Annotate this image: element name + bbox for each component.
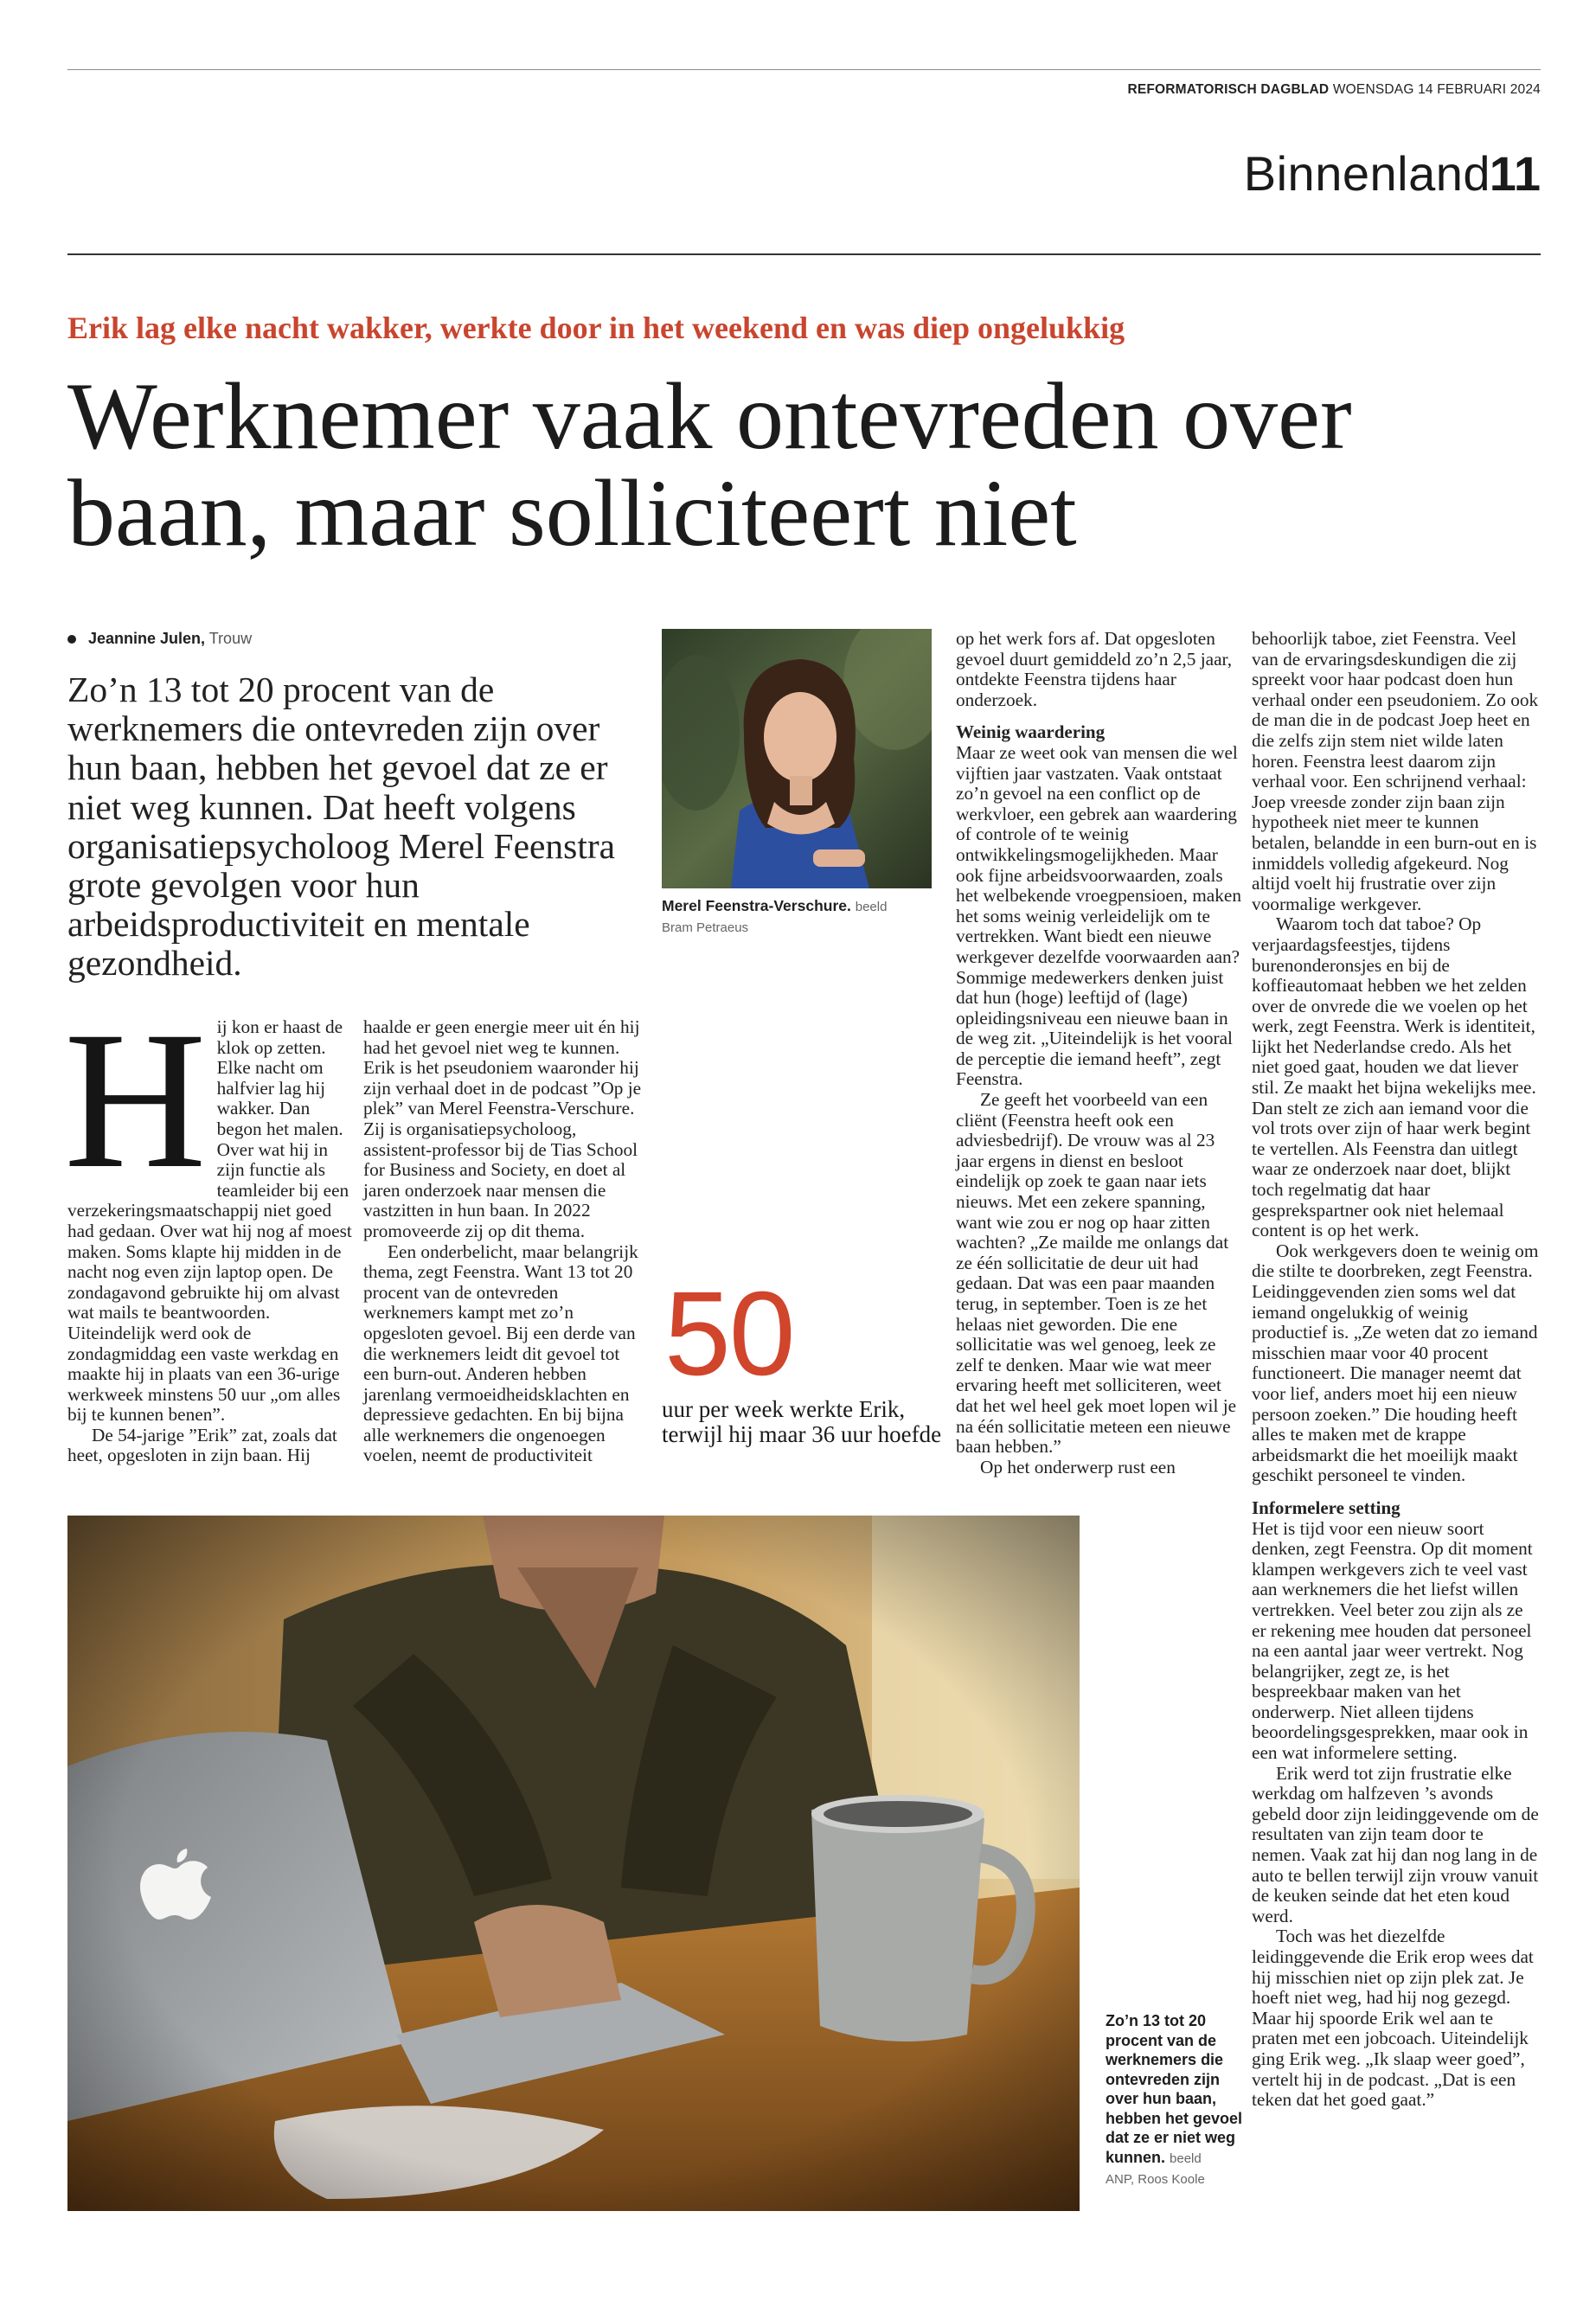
header-top-rule (67, 69, 1541, 70)
laptop-photo-image (67, 1516, 1080, 2211)
header-bottom-rule (67, 253, 1541, 255)
body-paragraph: Op het onderwerp rust een (980, 1456, 1176, 1477)
body-column-1 (64, 991, 353, 1466)
body-paragraph: haalde er geen energie meer uit én hij had het gevoel niet weg te kunnen. Erik is het pseudoniem waaronder hij zijn verhaal doet in de podcast ”Op je plek” van Merel Feenstra-Verschure. Zij is organisatiepsycholoog, assistent-professor bij de Tias School for Business and Society, en doet al jaren onderzoek naar mensen die vastzitten in hun baan. In 2022 promoveerde zij op dit thema. (363, 1016, 642, 1241)
dropcap: H (64, 991, 207, 1209)
body-paragraph: Erik werd tot zijn frustratie elke werkdag om halfzeven ’s avonds gebeld door zijn leidinggevende om de resultaten van zijn team door te nemen. Vaak zat hij dan nog lang in de auto te bellen terwijl zijn vrouw vanuit de keuken seinde dat het eten koud werd. (1252, 1762, 1539, 1926)
body-paragraph: De 54-jarige ”Erik” zat, zoals dat heet, opgesloten in zijn baan. Hij (67, 1424, 337, 1466)
portrait-caption (662, 896, 939, 938)
portrait-credit: Bram Petraeus (662, 920, 749, 935)
body-column-3 (956, 629, 1241, 1477)
photo-caption-text: Zo’n 13 tot 20 procent van de werknemers die ontevreden zijn over hun baan, hebben het gevoel dat ze er niet weg kunnen. (1106, 2012, 1243, 2166)
section-label: Binnenland (1243, 146, 1490, 201)
stat-text: uur per week werkte Erik, terwijl hij maar 36 uur hoefde (662, 1396, 942, 1447)
body-paragraph: ij kon er haast de klok op zetten. Elke nacht om halfvier lag hij wakker. Dan begon het malen. Over wat hij in zijn functie als teamleider bij een verzekeringsmaatschappij niet goed had gedaan. Over wat hij nog af moest maken. Soms klapte hij midden in de nacht nog even zijn laptop open. De zondagavond gebruikte hij om alvast wat mails te beantwoorden. Uiteindelijk werd ook de zondagmiddag een vaste werkdag en maakte hij in plaats van een 36-urige werkweek minstens 50 uur „om alles bij te kunnen benen”. (67, 1016, 352, 1426)
body-paragraph: Een onderbelicht, maar belangrijk thema, zegt Feenstra. Want 13 tot 20 procent van de ontevreden werknemers kampt met zo’n opgesloten gevoel. Bij een derde van die werknemers leidt dit gevoel tot een burn-out. Anderen hebben jarenlang vermoeidheidsklachten en depressieve gedachten. En bij bijna alle werknemers die ongenoegen voelen, neemt de productiviteit (363, 1240, 638, 1466)
body-paragraph: op het werk fors af. Dat opgesloten gevoel duurt gemiddeld zo’n 2,5 jaar, ontdekte Feenstra tijdens haar onderzoek. (956, 628, 1233, 710)
stat-number: 50 (664, 1267, 794, 1400)
subheading: Informelere setting (1252, 1497, 1401, 1518)
body-column-2 (363, 1017, 649, 1466)
portrait-photo (662, 629, 932, 888)
main-photo (67, 1516, 1080, 2211)
intro-paragraph: Zo’n 13 tot 20 procent van de werknemers die ontevreden zijn over hun baan, hebben het gevoel dat ze er niet weg kunnen. Dat heeft volgens organisatiepsycholoog Merel Feenstra grote gevolgen voor hun arbeidsproductiviteit en mentale gezondheid. (67, 670, 616, 984)
subheading: Weinig waardering (956, 721, 1106, 743)
byline-bullet-icon (67, 635, 76, 644)
body-paragraph: Het is tijd voor een nieuw soort denken, zegt Feenstra. Op dit moment klampen werkgevers zich te veel vast aan werknemers die het liefst willen vertrekken. Veel beter zou zijn als ze er rekening mee houden dat personeel na een aantal jaar weer vertrekt. Nog belangrijker, zegt ze, is het bespreekbaar maken van het onderwerp. Niet alleen tijdens beoordelingsgesprekken, maar ook in een wat informelere setting. (1252, 1517, 1533, 1764)
photo-credit: ANP, Roos Koole (1106, 2172, 1205, 2187)
photo-credit-label: beeld (1170, 2150, 1202, 2166)
body-paragraph: Maar ze weet ook van mensen die wel vijftien jaar vastzaten. Vaak ontstaat zo’n gevoel na een conflict op de werkvloer, een gebrek aan waardering of controle of te weinig ontwikkelingsmogelijkheden. Maar ook fijne arbeidsvoorwaarden, zoals het welbekende vroegpensioen, maken het soms weinig verleidelijk om te vertrekken. Want biedt een nieuwe werkgever dezelfde voorwaarden aan? Sommige medewerkers denken juist dat hun (hoge) leeftijd of (lage) opleidingsniveau een nieuwe baan in de weg zit. „Uiteindelijk is het vooral de perceptie die iemand heeft”, zegt Feenstra. (956, 741, 1241, 1090)
paper-name: REFORMATORISCH DAGBLAD (1127, 82, 1330, 97)
portrait-credit-label: beeld (855, 900, 888, 914)
byline-author: Jeannine Julen, (88, 630, 206, 647)
kicker: Erik lag elke nacht wakker, werkte door in het weekend en was diep ongelukkig (67, 311, 1125, 345)
body-paragraph: Toch was het diezelfde leidinggevende die Erik erop wees dat hij misschien niet op zijn plek zat. Je hoeft niet weg, had hij nog gezegd. Maar hij spoorde Erik wel aan te praten met een jobcoach. Uiteindelijk ging Erik weg. „Ik slaap weer goed”, vertelt hij in de podcast. „Dat is een teken dat het goed gaat.” (1252, 1926, 1534, 2111)
portrait-caption-name: Merel Feenstra-Verschure. (662, 897, 851, 914)
byline-source: Trouw (208, 630, 253, 647)
portrait-image (662, 629, 932, 888)
body-paragraph: Waarom toch dat taboe? Op verjaardagsfeestjes, tijdens burenonderonsjes en bij de koffieautomaat hebben we het zelden over de onvrede die we voelen op het werk, zegt Feenstra. Werk is identiteit, lijkt het Nederlandse credo. Als het niet goed gaat, houden we dat liever stil. Ze maakt het bijna wekelijks mee. Dan stelt ze zich aan iemand voor die vol trots over zijn of haar werk begint te vertellen. Als Feenstra dan uitlegt waar ze onderzoek naar doet, blijkt toch regelmatig dat haar gesprekspartner ook niet helemaal content is op het werk. (1252, 913, 1536, 1241)
body-paragraph: Ook werkgevers doen te weinig om die stilte te doorbreken, zegt Feenstra. Leidinggevenden zien soms wel dat iemand ongelukkig of weinig productief is. „Ze weten dat zo iemand misschien maar voor 40 procent functioneert. Die manager neemt dat voor lief, anders moet hij een nieuw persoon zoeken.” Die houding heeft alles te maken met de krappe arbeidsmarkt die het moeilijk maakt geschikt personeel te vinden. (1252, 1240, 1539, 1486)
body-paragraph: behoorlijk taboe, ziet Feenstra. Veel van de ervaringsdeskundigen die zij spreekt voor haar podcast doen hun verhaal onder een pseudoniem. Zo ook de man die in de podcast Joep heet en die zelfs zijn stem niet wilde laten horen. Feenstra leest daarom zijn verhaal voor. Een schrijnend verhaal: Joep vreesde zonder zijn baan zijn hypotheek niet meer te kunnen betalen, belandde in een burn-out en is inmiddels volledig afgekeurd. Nog altijd voelt hij frustratie over zijn voormalige werkgever. (1252, 628, 1539, 914)
page-number: 11 (1489, 146, 1541, 201)
headline: Werknemer vaak ontevreden over baan, maar solliciteert niet (67, 363, 1352, 566)
body-column-4 (1252, 629, 1541, 2111)
masthead-line (1127, 82, 1541, 98)
byline (67, 630, 252, 648)
issue-date: WOENSDAG 14 FEBRUARI 2024 (1332, 82, 1541, 97)
photo-caption (1106, 2011, 1253, 2190)
body-paragraph: Ze geeft het voorbeeld van een cliënt (Feenstra heeft ook een adviesbedrijf). De vrouw was al 23 jaar ergens in dienst en besloot eindelijk op zoek te gaan naar iets nieuws. Met een zekere spanning, want wie zou er nog op haar zitten wachten? „Ze mailde me onlangs dat ze één sollicitatie de deur uit had gedaan. Dat was een paar maanden terug, in september. Toen is ze het helaas niet geworden. Die ene sollicitatie was wel genoeg, leek ze zelf te denken. Maar wie wat meer ervaring heeft met solliciteren, weet dat het wel heel gek moet lopen wil je na één sollicitatie meteen een nieuwe baan hebben.” (956, 1089, 1237, 1458)
